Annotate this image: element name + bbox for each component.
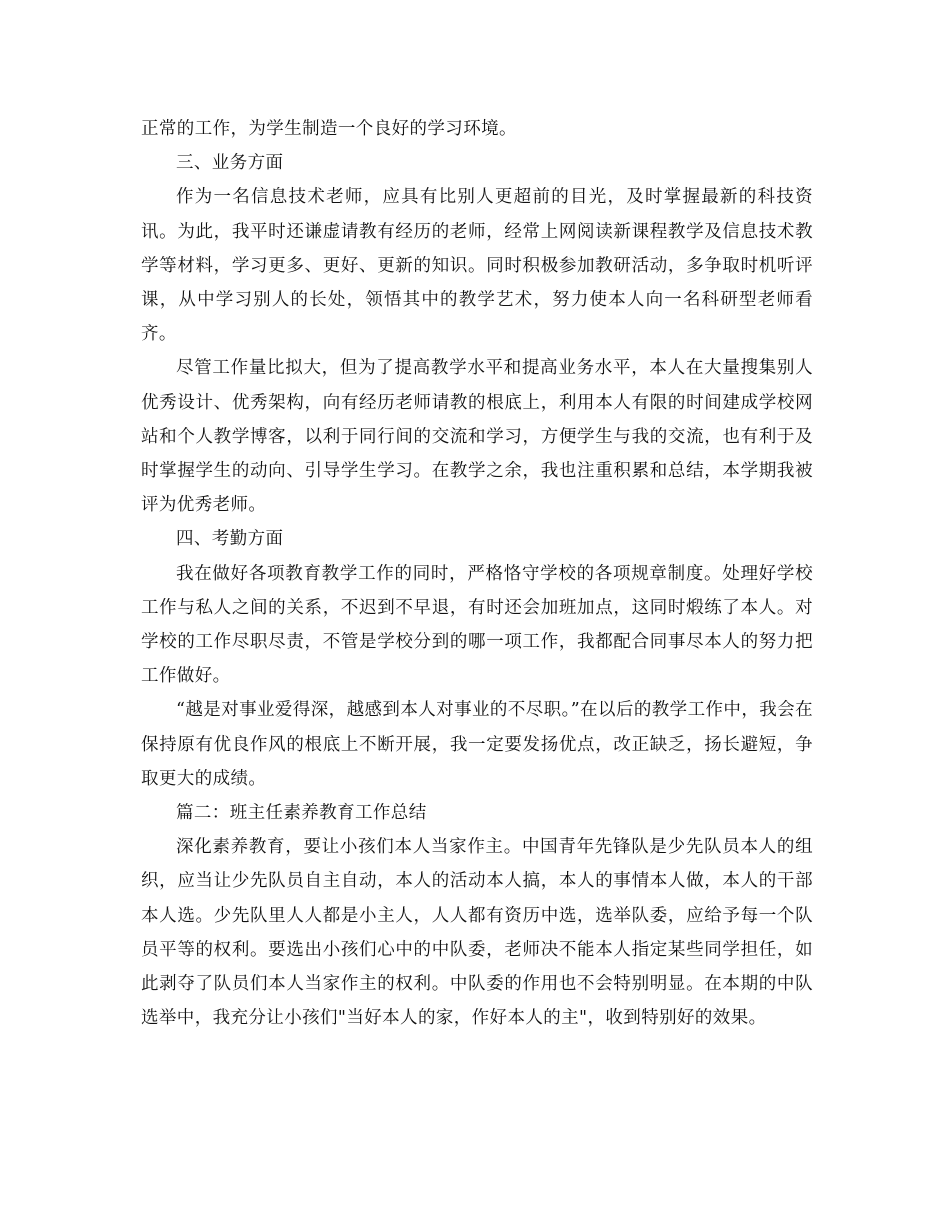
section-heading-business: 三、业务方面 <box>176 153 284 174</box>
document-page <box>141 112 813 1035</box>
paragraph-attendance-2: “越是对事业爱得深，越感到本人对事业的不尽职。”在以后的教学工作中，我会在保持原有优良作风的根底上不断开展，我一定要发扬优点，改正缺乏，扬长避短，争取更大的成绩。 <box>141 700 813 789</box>
paragraph-attendance-1: 我在做好各项教育教学工作的同时，严格恪守学校的各项规章制度。处理好学校工作与私人之间的关系，不迟到不早退，有时还会加班加点，这同时煅练了本人。对学校的工作尽职尽责，不管是学校分到的哪一项工作，我都配合同事尽本人的努力把工作做好。 <box>141 563 813 687</box>
paragraph-part-two-1: 深化素养教育，要让小孩们本人当家作主。中国青年先锋队是少先队员本人的组织，应当让少先队员自主自动，本人的活动本人搞，本人的事情本人做，本人的干部本人选。少先队里人人都是小主人，人人都有资历中选，选举队委，应给予每一个队员平等的权利。要选出小孩们心中的中队委，老师决不能本人指定某些同学担任，如此剥夺了队员们本人当家作主的权利。中队委的作用也不会特别明显。在本期的中队选举中，我充分让小孩们"当好本人的家，作好本人的主"，收到特别好的效果。 <box>141 837 813 1029</box>
paragraph-business-2: 尽管工作量比拟大，但为了提高教学水平和提高业务水平，本人在大量搜集别人优秀设计、优秀架构，向有经历老师请教的根底上，利用本人有限的时间建成学校网站和个人教学博客，以利于同行间的交流和学习，方便学生与我的交流，也有利于及时掌握学生的动向、引导学生学习。在教学之余，我也注重积累和总结，本学期我被评为优秀老师。 <box>141 358 813 516</box>
paragraph-continuation: 正常的工作，为学生制造一个良好的学习环境。 <box>141 119 517 139</box>
paragraph-business-1: 作为一名信息技术老师，应具有比别人更超前的目光，及时掌握最新的科技资讯。为此，我平时还谦虚请教有经历的老师，经常上网阅读新课程教学及信息技术教学等材料，学习更多、更好、更新的知识。同时积极参加教研活动，多争取时机听评课，从中学习别人的长处，领悟其中的教学艺术，努力使本人向一名科研型老师看齐。 <box>141 187 813 345</box>
section-heading-attendance: 四、考勤方面 <box>176 529 284 550</box>
section-heading-part-two: 篇二：班主任素养教育工作总结 <box>176 803 427 824</box>
